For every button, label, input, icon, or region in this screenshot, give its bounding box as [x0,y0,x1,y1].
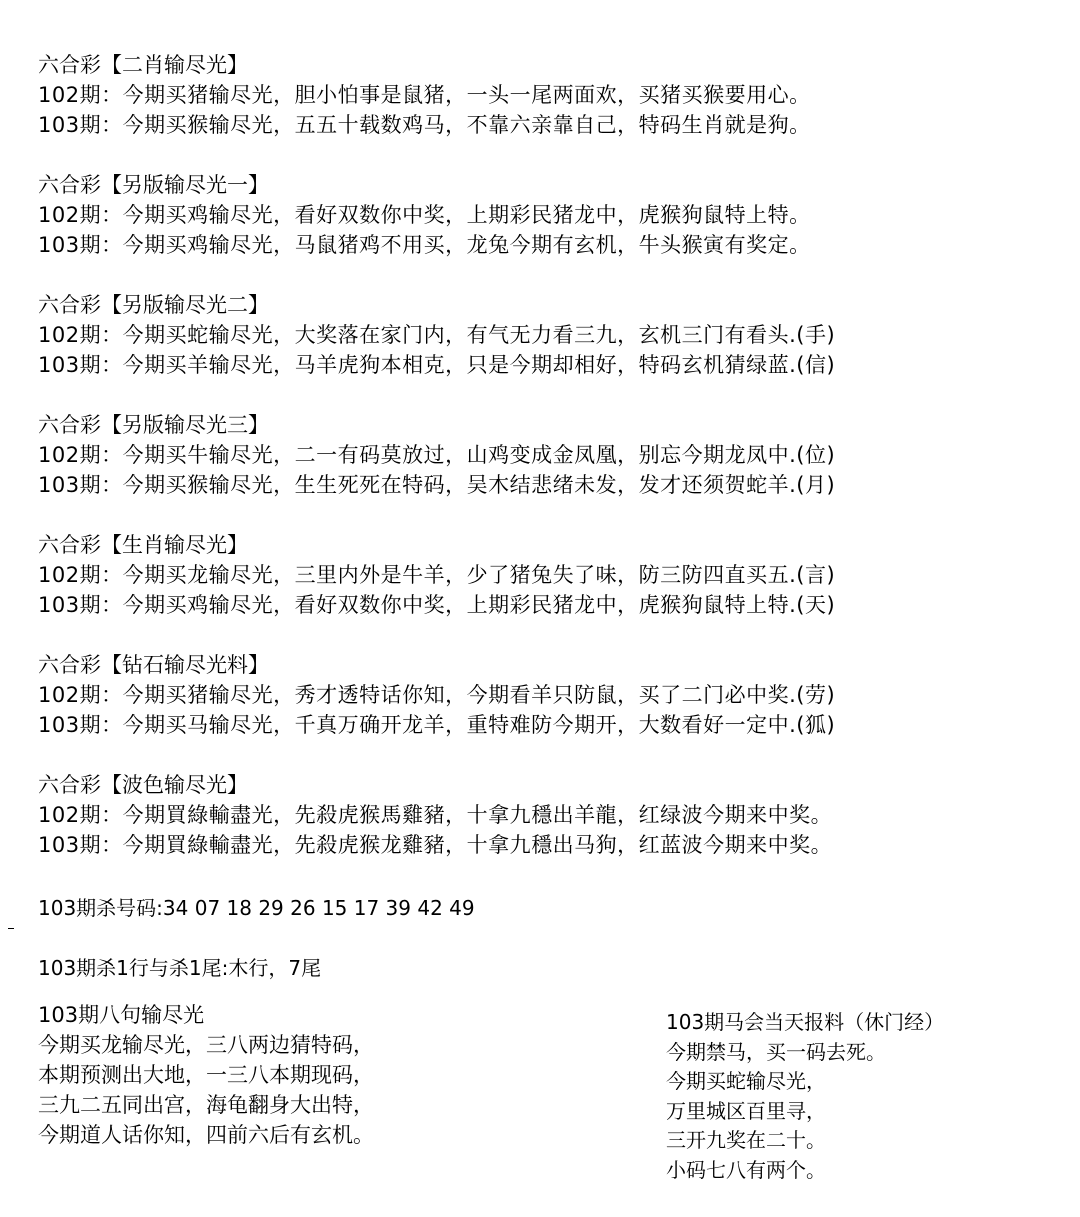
divider [8,928,14,929]
section-line: 102期：今期买龙输尽光，三里内外是牛羊，少了猪兔失了味，防三防四直买五.(言) [38,563,836,587]
section-line: 102期：今期买蛇输尽光，大奖落在家门内，有气无力看三九，玄机三门有看头.(手) [38,323,836,347]
section-ling-ban-3 [38,410,1078,500]
section-title: 六合彩【另版输尽光一】 [38,173,269,197]
kill-numbers: 103期杀号码:34 07 18 29 26 15 17 39 42 49 [38,896,475,920]
section-sheng-xiao [38,530,1078,620]
section-line: 102期：今期买猪输尽光，秀才透特话你知，今期看羊只防鼠，买了二门必中奖.(劳) [38,683,836,707]
poem-line: 本期预测出大地，一三八本期现码， [38,1063,374,1087]
section-ling-ban-1 [38,170,1078,260]
section-ling-ban-2 [38,290,1078,380]
section-title: 六合彩【生肖输尽光】 [38,533,248,557]
section-title: 六合彩【钻石输尽光料】 [38,653,269,677]
poem-title: 103期八句输尽光 [38,1003,205,1027]
poem-right [666,1008,944,1185]
section-line: 103期：今期买猴输尽光，生生死死在特码，吴木结悲绪未发，发才还须贺蛇羊.(月) [38,473,836,497]
section-title: 六合彩【另版输尽光二】 [38,293,269,317]
section-title: 六合彩【二肖输尽光】 [38,53,248,77]
section-line: 102期：今期买猪输尽光，胆小怕事是鼠猪，一头一尾两面欢，买猪买猴要用心。 [38,83,811,107]
poem-line: 小码七八有两个。 [666,1157,826,1182]
section-er-xiao [38,50,1078,140]
poem-line: 万里城区百里寻， [666,1098,826,1123]
section-line: 102期：今期买牛输尽光，二一有码莫放过，山鸡变成金凤凰，别忘今期龙凤中.(位) [38,443,836,467]
poem-line: 今期禁马，买一码去死。 [666,1039,886,1064]
section-line: 103期：今期买鸡输尽光，马鼠猪鸡不用买，龙兔今期有玄机，牛头猴寅有奖定。 [38,233,811,257]
section-line: 103期：今期买马输尽光，千真万确开龙羊，重特难防今期开，大数看好一定中.(狐) [38,713,836,737]
section-line: 102期：今期買綠輸盡光，先殺虎猴馬雞豬，十拿九穩出羊龍，红绿波今期来中奖。 [38,803,833,827]
poem-title: 103期马会当天报料（休门经） [666,1010,945,1034]
poem-line: 今期道人话你知，四前六后有玄机。 [38,1123,374,1147]
section-line: 103期：今期买鸡输尽光，看好双数你中奖，上期彩民猪龙中，虎猴狗鼠特上特.(天) [38,593,836,617]
kill-element: 103期杀1行与杀1尾:木行，7尾 [38,956,322,980]
section-bo-se [38,770,1078,860]
section-line: 103期：今期买猴输尽光，五五十载数鸡马，不靠六亲靠自己，特码生肖就是狗。 [38,113,811,137]
poem-line: 今期买蛇输尽光， [666,1069,826,1093]
section-title: 六合彩【波色输尽光】 [38,773,248,797]
section-line: 102期：今期买鸡输尽光，看好双数你中奖，上期彩民猪龙中，虎猴狗鼠特上特。 [38,203,811,227]
section-line: 103期：今期買綠輸盡光，先殺虎猴龙雞豬，十拿九穩出马狗，红蓝波今期来中奖。 [38,833,833,857]
section-line: 103期：今期买羊输尽光，马羊虎狗本相克，只是今期却相好，特码玄机猜绿蓝.(信) [38,353,836,377]
poem-line: 三开九奖在二十。 [666,1128,826,1152]
poem-line: 三九二五同出宫，海龟翻身大出特， [38,1093,374,1117]
section-zuan-shi [38,650,1078,740]
poem-left [38,1000,374,1150]
section-title: 六合彩【另版输尽光三】 [38,413,269,437]
poem-line: 今期买龙输尽光，三八两边猜特码， [38,1033,374,1057]
